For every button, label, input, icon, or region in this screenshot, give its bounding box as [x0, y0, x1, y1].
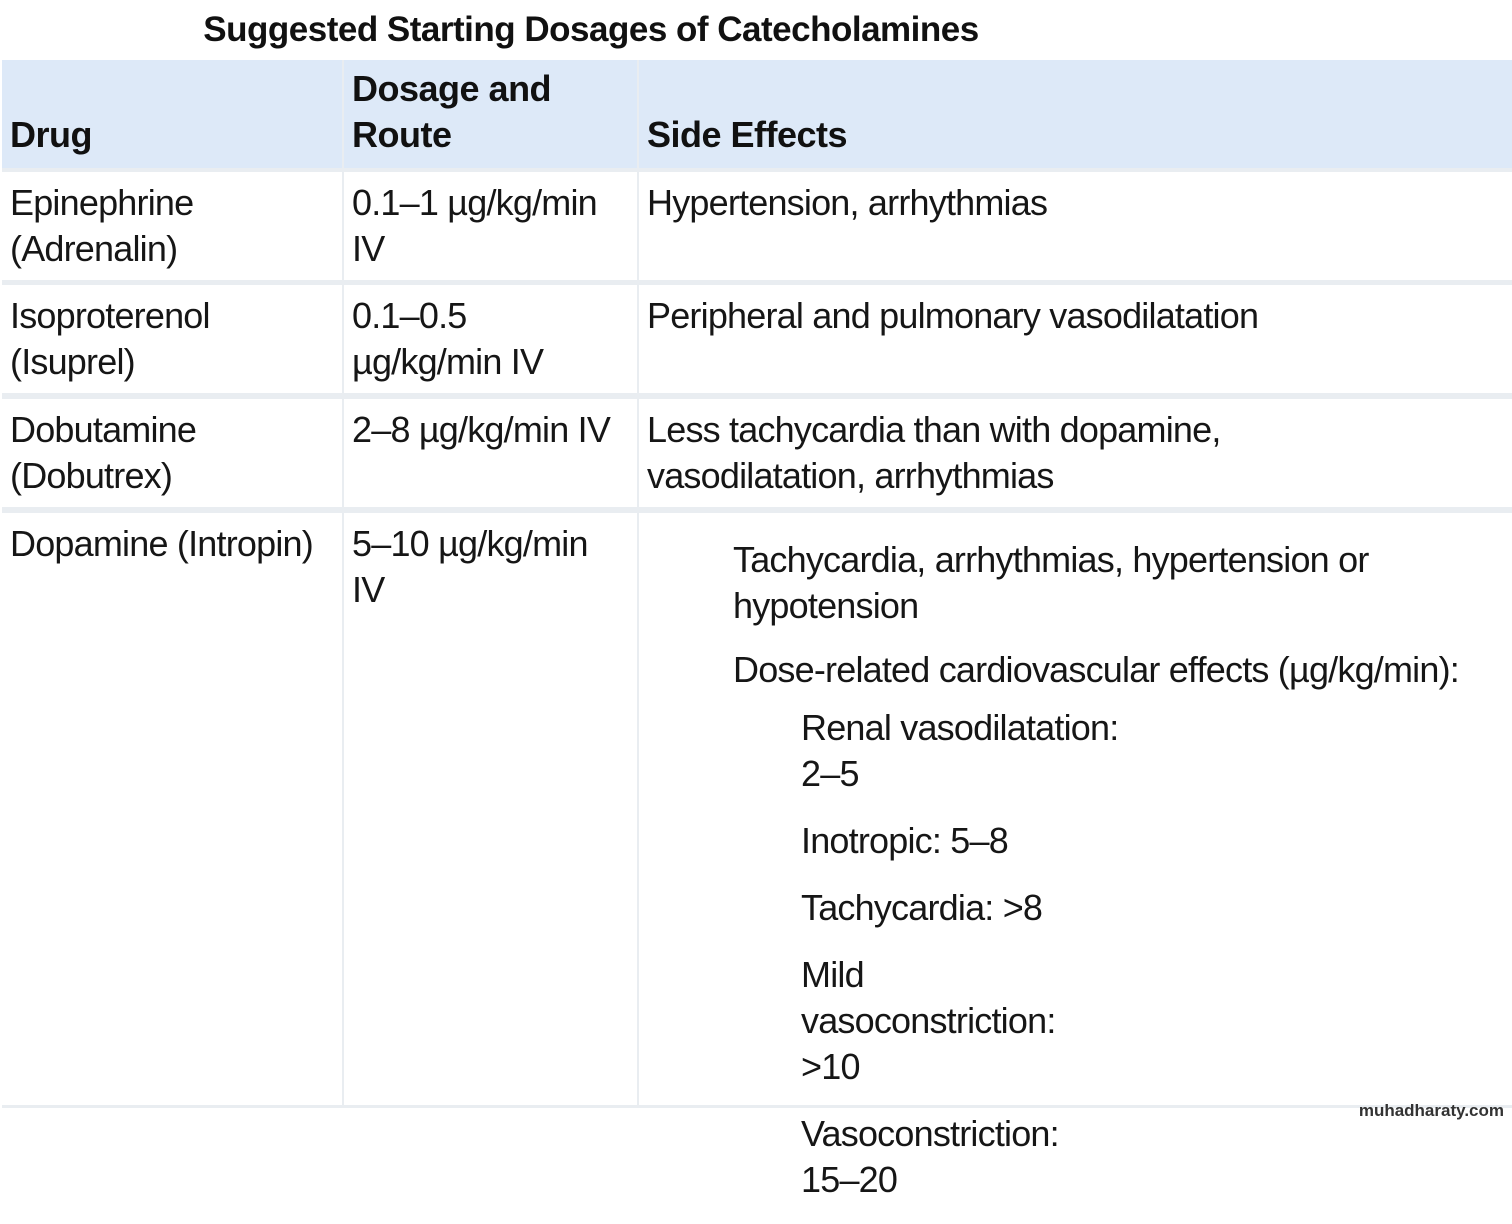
table-row-1-drug [2, 172, 342, 280]
header-side-effects-label: Side Effects [647, 114, 848, 155]
table-row-2-drug [2, 285, 342, 393]
table-row-1-side-effects [639, 172, 1512, 280]
drug-name: Dobutamine (Dobutrex) [10, 409, 197, 496]
table-row-3-dosage [344, 399, 637, 507]
table-row-4-dosage [344, 513, 637, 1105]
table-row-1-dosage [344, 172, 637, 280]
header-dosage-label: Dosage and Route [352, 68, 552, 155]
side-effects-text: Tachycardia, arrhythmias, hypertension or hypotension [733, 539, 1369, 626]
header-side-effects [639, 60, 1512, 168]
side-effects-text: Peripheral and pulmonary vasodilatation [647, 295, 1259, 336]
table-row-2-dosage [344, 285, 637, 393]
table-row-4-drug [2, 513, 342, 1105]
dose-effect-item: Tachycardia: >8 [801, 887, 1043, 928]
table-row-3-drug [2, 399, 342, 507]
dosage-value: 2–8 µg/kg/min IV [352, 409, 611, 450]
table-title: Suggested Starting Dosages of Catecholamines [203, 10, 979, 49]
side-effects-text: Hypertension, arrhythmias [647, 182, 1048, 223]
drug-name: Dopamine (Intropin) [10, 523, 313, 564]
dose-effect-item: Vasoconstriction: 15–20 [801, 1113, 1059, 1200]
watermark: muhadharaty.com [1358, 1101, 1504, 1120]
header-drug [2, 60, 342, 168]
header-dosage [344, 60, 637, 168]
drug-name: Epinephrine (Adrenalin) [10, 182, 194, 269]
dose-effect-item: Inotropic: 5–8 [801, 820, 1008, 861]
header-drug-label: Drug [10, 114, 92, 155]
drug-name: Isoproterenol (Isuprel) [10, 295, 210, 382]
dose-effect-item: Mild vasoconstriction: >10 [801, 954, 1056, 1087]
dosage-value: 5–10 µg/kg/min IV [352, 523, 588, 610]
side-effects-text: Less tachycardia than with dopamine, vasodilatation, arrhythmias [647, 409, 1221, 496]
dose-effects-heading: Dose-related cardiovascular effects (µg/kg/min): [733, 649, 1459, 690]
dose-effect-item: Renal vasodilatation: 2–5 [801, 707, 1119, 794]
table-row-3-side-effects [639, 399, 1512, 507]
dosage-value: 0.1–0.5 µg/kg/min IV [352, 295, 544, 382]
dosage-value: 0.1–1 µg/kg/min IV [352, 182, 597, 269]
table-row-2-side-effects [639, 285, 1512, 393]
